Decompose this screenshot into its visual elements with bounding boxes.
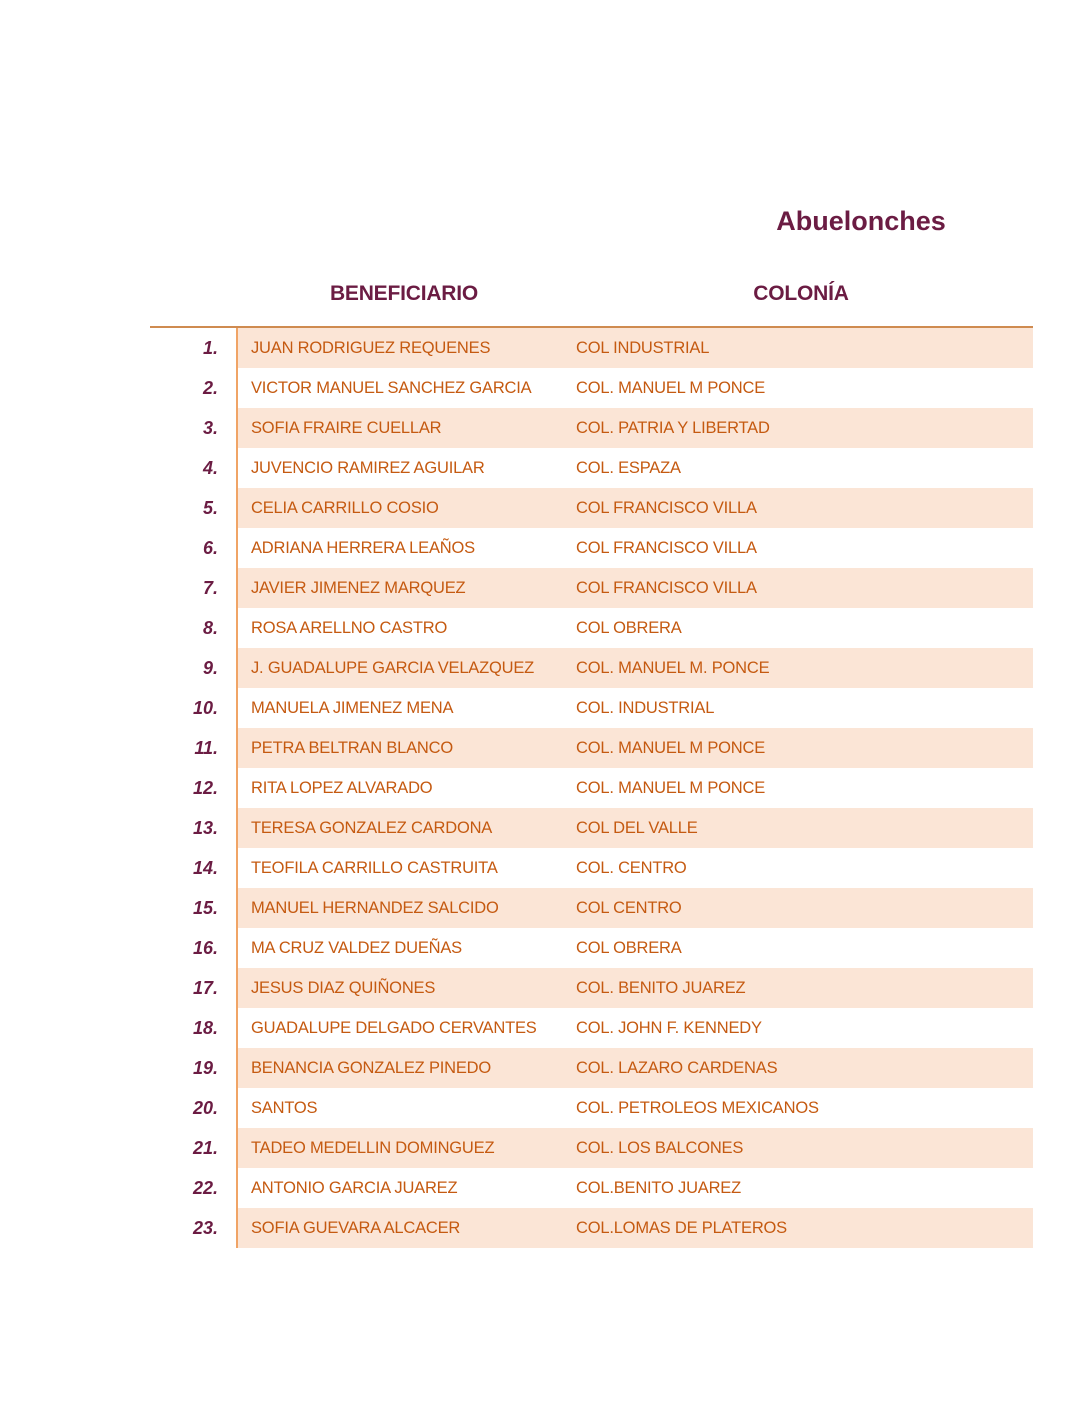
row-number: 2. (150, 368, 236, 408)
table-row (150, 808, 1033, 848)
row-body (236, 528, 1033, 568)
row-body (236, 928, 1033, 968)
table-row (150, 368, 1033, 408)
row-beneficiario: JUVENCIO RAMIREZ AGUILAR (251, 458, 485, 477)
row-number: 20. (150, 1088, 236, 1128)
row-colonia: COL FRANCISCO VILLA (576, 498, 757, 517)
table-row (150, 408, 1033, 448)
row-colonia: COL. CENTRO (576, 858, 687, 877)
row-beneficiario: RITA LOPEZ ALVARADO (251, 778, 433, 797)
row-colonia: COL OBRERA (576, 618, 682, 637)
row-body (236, 1208, 1033, 1248)
table-row (150, 328, 1033, 368)
row-body (236, 1088, 1033, 1128)
row-beneficiario: TERESA GONZALEZ CARDONA (251, 818, 493, 837)
row-body (236, 368, 1033, 408)
table-row (150, 968, 1033, 1008)
row-body (236, 688, 1033, 728)
row-number: 5. (150, 488, 236, 528)
table-row (150, 888, 1033, 928)
row-colonia: COL. PETROLEOS MEXICANOS (576, 1098, 819, 1117)
row-colonia: COL DEL VALLE (576, 818, 698, 837)
table-row (150, 688, 1033, 728)
row-number: 18. (150, 1008, 236, 1048)
table-row (150, 608, 1033, 648)
row-colonia: COL FRANCISCO VILLA (576, 538, 757, 557)
row-body (236, 448, 1033, 488)
row-beneficiario: BENANCIA GONZALEZ PINEDO (251, 1058, 492, 1077)
row-colonia: COL.BENITO JUAREZ (576, 1178, 741, 1197)
row-number: 22. (150, 1168, 236, 1208)
row-number: 9. (150, 648, 236, 688)
table-row (150, 1088, 1033, 1128)
row-colonia: COL. BENITO JUAREZ (576, 978, 746, 997)
row-beneficiario: SOFIA GUEVARA ALCACER (251, 1218, 461, 1237)
table-row (150, 768, 1033, 808)
column-header-beneficiario: BENEFICIARIO (329, 282, 479, 305)
row-beneficiario: SOFIA FRAIRE CUELLAR (251, 418, 442, 437)
row-number: 17. (150, 968, 236, 1008)
row-beneficiario: TADEO MEDELLIN DOMINGUEZ (251, 1138, 495, 1157)
row-colonia: COL INDUSTRIAL (576, 338, 710, 357)
table-row (150, 568, 1033, 608)
table-body (150, 328, 1033, 1248)
row-number: 10. (150, 688, 236, 728)
row-number: 3. (150, 408, 236, 448)
table-row (150, 1008, 1033, 1048)
row-beneficiario: J. GUADALUPE GARCIA VELAZQUEZ (251, 658, 535, 677)
row-body (236, 1008, 1033, 1048)
row-beneficiario: MANUELA JIMENEZ MENA (251, 698, 454, 717)
row-beneficiario: TEOFILA CARRILLO CASTRUITA (251, 858, 498, 877)
row-colonia: COL. LAZARO CARDENAS (576, 1058, 778, 1077)
row-number: 4. (150, 448, 236, 488)
row-beneficiario: ADRIANA HERRERA LEAÑOS (251, 538, 475, 557)
table-row (150, 448, 1033, 488)
row-colonia: COL. PATRIA Y LIBERTAD (576, 418, 770, 437)
row-number: 12. (150, 768, 236, 808)
row-beneficiario: JESUS DIAZ QUIÑONES (251, 978, 436, 997)
row-number: 11. (150, 728, 236, 768)
row-body (236, 608, 1033, 648)
row-body (236, 488, 1033, 528)
table-row (150, 488, 1033, 528)
row-colonia: COL.LOMAS DE PLATEROS (576, 1218, 787, 1237)
row-number: 15. (150, 888, 236, 928)
row-colonia: COL. MANUEL M PONCE (576, 738, 766, 757)
row-beneficiario: CELIA CARRILLO COSIO (251, 498, 439, 517)
table-row (150, 928, 1033, 968)
row-body (236, 568, 1033, 608)
row-colonia: COL. JOHN F. KENNEDY (576, 1018, 762, 1037)
table-row (150, 728, 1033, 768)
row-beneficiario: JUAN RODRIGUEZ REQUENES (251, 338, 491, 357)
row-body (236, 1048, 1033, 1088)
row-number: 23. (150, 1208, 236, 1248)
row-body (236, 1168, 1033, 1208)
row-body (236, 648, 1033, 688)
row-beneficiario: SANTOS (251, 1098, 318, 1117)
row-body (236, 328, 1033, 368)
row-body (236, 888, 1033, 928)
row-colonia: COL CENTRO (576, 898, 682, 917)
row-beneficiario: MA CRUZ VALDEZ DUEÑAS (251, 938, 462, 957)
row-colonia: COL. MANUEL M PONCE (576, 778, 766, 797)
page-title: Abuelonches (776, 206, 946, 236)
row-number: 16. (150, 928, 236, 968)
row-colonia: COL FRANCISCO VILLA (576, 578, 757, 597)
row-beneficiario: ANTONIO GARCIA JUAREZ (251, 1178, 458, 1197)
row-colonia: COL OBRERA (576, 938, 682, 957)
row-body (236, 808, 1033, 848)
row-number: 19. (150, 1048, 236, 1088)
row-beneficiario: GUADALUPE DELGADO CERVANTES (251, 1018, 537, 1037)
row-body (236, 848, 1033, 888)
row-number: 21. (150, 1128, 236, 1168)
row-body (236, 768, 1033, 808)
table-row (150, 1128, 1033, 1168)
column-header-colonia: COLONÍA (753, 282, 849, 305)
row-beneficiario: JAVIER JIMENEZ MARQUEZ (251, 578, 466, 597)
row-body (236, 968, 1033, 1008)
row-beneficiario: PETRA BELTRAN BLANCO (251, 738, 454, 757)
row-number: 7. (150, 568, 236, 608)
row-number: 13. (150, 808, 236, 848)
row-colonia: COL. INDUSTRIAL (576, 698, 715, 717)
table-row (150, 528, 1033, 568)
table-row (150, 848, 1033, 888)
row-beneficiario: MANUEL HERNANDEZ SALCIDO (251, 898, 499, 917)
row-colonia: COL. LOS BALCONES (576, 1138, 744, 1157)
row-body (236, 408, 1033, 448)
row-colonia: COL. MANUEL M PONCE (576, 378, 766, 397)
row-beneficiario: ROSA ARELLNO CASTRO (251, 618, 448, 637)
beneficiaries-table (150, 326, 1033, 1248)
row-colonia: COL. ESPAZA (576, 458, 681, 477)
row-body (236, 1128, 1033, 1168)
column-headers (150, 279, 1033, 309)
row-number: 14. (150, 848, 236, 888)
row-body (236, 728, 1033, 768)
table-row (150, 1168, 1033, 1208)
row-number: 1. (150, 328, 236, 368)
row-number: 6. (150, 528, 236, 568)
row-beneficiario: VICTOR MANUEL SANCHEZ GARCIA (251, 378, 532, 397)
table-row (150, 648, 1033, 688)
table-row (150, 1208, 1033, 1248)
row-colonia: COL. MANUEL M. PONCE (576, 658, 770, 677)
table-row (150, 1048, 1033, 1088)
row-number: 8. (150, 608, 236, 648)
